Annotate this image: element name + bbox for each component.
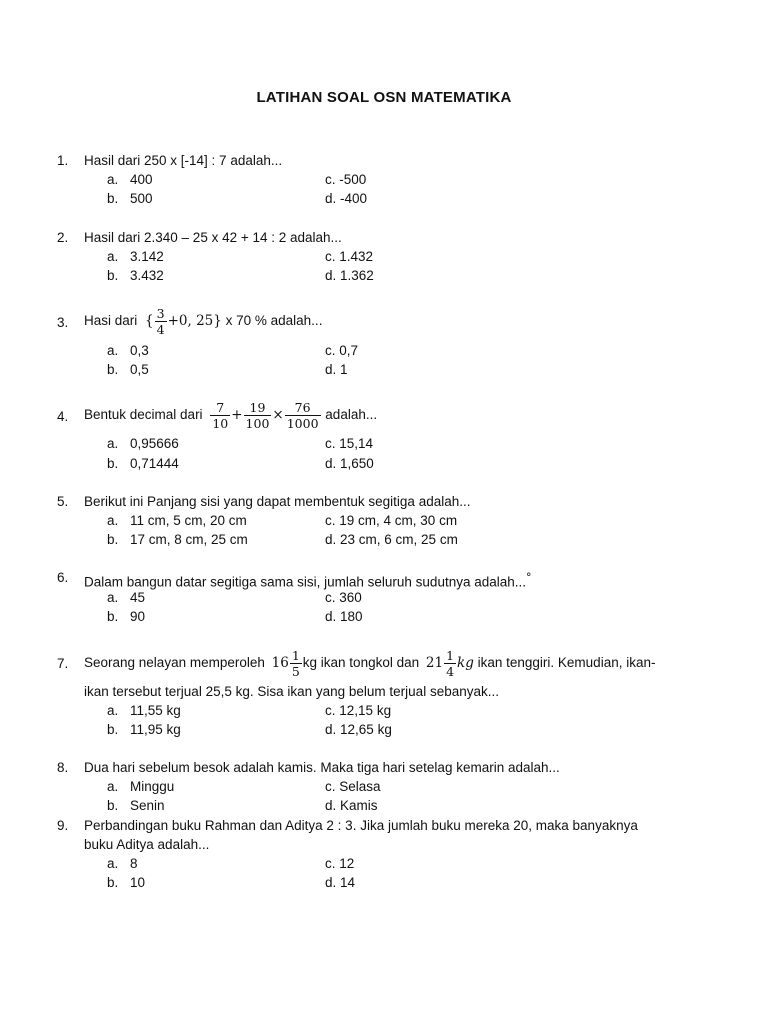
numerator: 76 — [285, 400, 321, 416]
question-number: 5. — [57, 494, 69, 509]
option-text: -500 — [339, 172, 367, 187]
option-c — [325, 435, 373, 453]
option-letter: b. — [107, 191, 119, 206]
page-title: LATIHAN SOAL OSN MATEMATIKA — [256, 89, 512, 106]
option-text: 0,71444 — [130, 456, 179, 471]
plus-sign: + — [231, 407, 243, 424]
option-letter: b. — [107, 532, 119, 547]
denominator: 10 — [212, 415, 229, 431]
math-plus-term: +0, 25 — [167, 313, 214, 330]
mixed-number-whole: 16 — [271, 655, 289, 672]
option-letter: d. — [325, 609, 337, 624]
question-text: Hasil dari 2.340 – 25 x 42 + 14 : 2 adalah... — [84, 230, 342, 245]
question-text — [84, 569, 532, 592]
option-d — [325, 455, 374, 473]
stem-pre: Hasi dari — [84, 313, 138, 329]
option-text: 12 — [339, 856, 355, 871]
option-text: 11,95 kg — [130, 722, 181, 737]
option-letter: b. — [107, 722, 119, 737]
option-c — [325, 512, 457, 530]
option-text: Selasa — [339, 779, 381, 794]
option-letter: b. — [107, 268, 119, 283]
option-c — [325, 778, 381, 796]
option-c — [325, 171, 366, 189]
option-text: 23 cm, 6 cm, 25 cm — [340, 532, 458, 547]
option-letter: c. — [325, 172, 336, 187]
question-number: 2. — [57, 230, 69, 245]
question-text-line2: ikan tersebut terjual 25,5 kg. Sisa ikan yang belum terjual sebanyak... — [84, 684, 499, 699]
option-letter: a. — [107, 436, 119, 451]
option-text: 14 — [340, 875, 356, 890]
option-c — [325, 702, 391, 720]
question-number: 8. — [57, 760, 69, 775]
option-letter: d. — [325, 722, 337, 737]
denominator: 4 — [446, 663, 455, 679]
question-text — [84, 303, 322, 339]
option-letter: c. — [325, 513, 336, 528]
option-text: 15,14 — [339, 436, 374, 451]
option-d — [325, 531, 458, 549]
option-text: 3.432 — [130, 268, 164, 283]
times-sign: × — [272, 407, 284, 424]
option-text: -400 — [340, 191, 368, 206]
option-letter: c. — [325, 779, 336, 794]
fraction — [290, 648, 302, 679]
option-text: 1,650 — [340, 456, 374, 471]
stem-text: Dalam bangun datar segitiga sama sisi, jumlah seluruh sudutnya adalah... — [84, 574, 527, 590]
option-text: 400 — [130, 172, 153, 187]
question-text: Perbandingan buku Rahman dan Aditya 2 : 3. Jika jumlah buku mereka 20, maka banyaknya — [84, 818, 638, 833]
option-letter: a. — [107, 172, 119, 187]
stem-post: x 70 % adalah... — [225, 313, 323, 329]
option-letter: a. — [107, 513, 119, 528]
option-letter: d. — [325, 268, 337, 283]
option-text: 8 — [130, 856, 138, 871]
option-text: Kamis — [340, 798, 378, 813]
option-text: 19 cm, 4 cm, 30 cm — [339, 513, 458, 528]
question-text: Hasil dari 250 x [-14] : 7 adalah... — [84, 153, 283, 168]
option-text: 90 — [130, 609, 146, 624]
option-text: 0,3 — [130, 343, 149, 358]
option-c — [325, 855, 354, 873]
option-text: 0,5 — [130, 362, 149, 377]
option-text: Senin — [130, 798, 165, 813]
denominator: 100 — [245, 415, 270, 431]
option-letter: a. — [107, 249, 119, 264]
numerator: 19 — [244, 400, 272, 416]
option-letter: d. — [325, 456, 337, 471]
option-letter: c. — [325, 856, 336, 871]
option-text: 3.142 — [130, 249, 164, 264]
option-text: 0,7 — [339, 343, 359, 358]
option-d — [325, 608, 363, 626]
fraction — [444, 648, 456, 679]
denominator: 1000 — [286, 415, 319, 431]
option-text: 45 — [130, 590, 146, 605]
option-letter: b. — [107, 798, 119, 813]
option-d — [325, 190, 367, 208]
fraction — [244, 400, 272, 431]
math-close-brace: } — [213, 313, 222, 330]
question-text-line2: buku Aditya adalah... — [84, 837, 210, 852]
unit: kg — [457, 655, 474, 672]
option-text: 500 — [130, 191, 153, 206]
option-letter: c. — [325, 436, 336, 451]
question-text — [84, 645, 655, 681]
option-letter: d. — [325, 532, 337, 547]
option-letter: b. — [107, 609, 119, 624]
option-letter: d. — [325, 798, 337, 813]
option-c — [325, 589, 362, 607]
question-number: 3. — [57, 315, 69, 330]
option-letter: c. — [325, 590, 336, 605]
option-letter: c. — [325, 703, 336, 718]
option-letter: a. — [107, 343, 119, 358]
question-number: 4. — [57, 409, 69, 424]
degree-symbol: ° — [526, 571, 532, 584]
stem-post: ikan tenggiri. Kemudian, ikan- — [477, 655, 656, 671]
option-letter: d. — [325, 875, 337, 890]
option-letter: b. — [107, 875, 119, 890]
option-text: 17 cm, 8 cm, 25 cm — [130, 532, 248, 547]
option-text: 12,15 kg — [339, 703, 392, 718]
option-letter: a. — [107, 856, 119, 871]
mixed-number-whole: 21 — [425, 655, 444, 672]
option-letter: b. — [107, 362, 119, 377]
option-text: 11 cm, 5 cm, 20 cm — [130, 513, 247, 528]
option-text: 12,65 kg — [340, 722, 392, 737]
option-letter: c. — [325, 343, 336, 358]
stem-pre: Seorang nelayan memperoleh — [84, 655, 265, 671]
option-text: 10 — [130, 875, 146, 890]
numerator: 7 — [210, 400, 230, 416]
option-letter: d. — [325, 362, 337, 377]
option-d — [325, 874, 355, 892]
numerator: 1 — [291, 647, 300, 663]
question-text: Dua hari sebelum besok adalah kamis. Maka tiga hari setelag kemarin adalah... — [84, 760, 560, 775]
option-text: Minggu — [130, 779, 175, 794]
math-open-brace: { — [145, 313, 154, 330]
stem-pre: Bentuk decimal dari — [84, 407, 203, 423]
stem-post: adalah... — [325, 407, 378, 423]
option-letter: a. — [107, 703, 119, 718]
option-c — [325, 342, 358, 360]
option-letter: d. — [325, 191, 337, 206]
option-text: 360 — [339, 590, 362, 605]
question-number: 1. — [57, 153, 69, 168]
option-letter: a. — [107, 779, 119, 794]
question-text — [84, 397, 377, 433]
option-letter: b. — [107, 456, 119, 471]
option-d — [325, 267, 374, 285]
denominator: 4 — [156, 321, 165, 337]
numerator: 1 — [446, 647, 455, 663]
question-number: 6. — [57, 570, 69, 585]
question-number: 9. — [57, 818, 69, 833]
numerator: 3 — [156, 305, 165, 321]
option-text: 180 — [340, 609, 363, 624]
option-letter: c. — [325, 249, 336, 264]
fraction — [210, 400, 230, 431]
stem-mid: kg ikan tongkol dan — [302, 655, 420, 671]
fraction — [285, 400, 321, 431]
option-text: 11,55 kg — [130, 703, 181, 718]
option-c — [325, 248, 373, 266]
option-text: 1.432 — [339, 249, 374, 264]
option-text: 1 — [340, 362, 348, 377]
option-d — [325, 361, 348, 379]
option-d — [325, 721, 392, 739]
option-text: 1.362 — [340, 268, 374, 283]
option-letter: a. — [107, 590, 119, 605]
option-d — [325, 797, 378, 815]
denominator: 5 — [291, 663, 300, 679]
question-number: 7. — [57, 656, 69, 671]
question-text: Berikut ini Panjang sisi yang dapat membentuk segitiga adalah... — [84, 494, 471, 509]
option-text: 0,95666 — [130, 436, 179, 451]
fraction — [155, 306, 167, 337]
